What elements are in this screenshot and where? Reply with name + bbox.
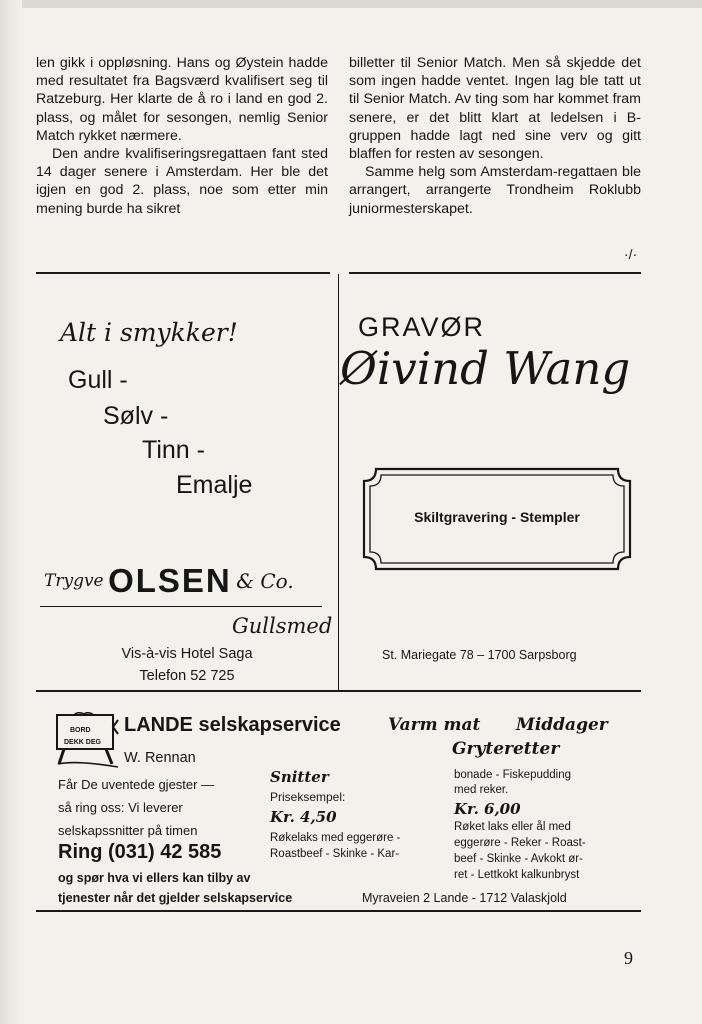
ad-lande-hot-desc: eggerøre - Reker - Roast- [454,837,586,849]
divider-left [36,272,330,274]
ad-lande-snitter-heading: Snitter [270,768,329,786]
ad-lande-hot-desc: Røket laks eller ål med [454,821,571,833]
ad-olsen-line: Sølv - [103,402,169,430]
ad-lande-pitch: selskapssnitter på timen [58,823,198,838]
article-paragraph: Samme helg som Amsterdam-regattaen ble arrangert, arrangerte Trondheim Roklubb juniormesterskapet. [349,164,641,217]
ad-wang-services: Skiltgravering - Stempler [414,509,580,525]
ad-lande-snitter-desc: Røkelaks med eggerøre - [270,832,401,844]
ad-lande-hot-heading: Middager [516,715,608,735]
ads-divider [36,690,641,692]
article-paragraph: billetter til Senior Match. Men så skjedde det som ingen hadde ventet. Ingen lag ble tatt ut til Senior Match. Av ting som har kommet fram senere, er det blitt klart at ledelsen i B-gruppen hadde lagt ned sine verv og gitt blaffen for resten av sesongen. [349,55,641,163]
article-end-mark: ·/· [624,246,638,262]
ad-wang-heading: GRAVØR [358,312,486,342]
ad-lande-hot-heading: Gryteretter [452,739,560,759]
ad-wang-name: Øivind Wang [340,342,631,395]
ad-lande-footer: tjenester når det gjelder selskapservice [58,891,293,905]
ad-olsen-line: Emalje [176,471,253,499]
ad-lande-logo-text: BORD [70,727,91,734]
ad-lande-owner: W. Rennan [124,750,196,766]
ad-olsen-company: & Co. [236,569,294,593]
ad-lande-address: Myraveien 2 Lande - 1712 Valaskjold [362,891,567,905]
divider-right [349,272,641,274]
ad-lande-hot-desc: bonade - Fiskepudding [454,769,571,781]
ad-lande-phone: Ring (031) 42 585 [58,841,222,863]
ad-lande-hot-desc: beef - Skinke - Avkokt ør- [454,853,583,865]
ads-vertical-divider [338,274,339,690]
ad-olsen-headline: Alt i smykker! [60,318,238,347]
page-number: 9 [624,948,633,968]
ad-lande-logo-text: DEKK DEG [64,739,101,746]
ad-lande-pitch: Får De uventede gjester — [58,777,215,792]
article-column-right [349,54,641,218]
ad-lande-snitter-desc: Roastbeef - Skinke - Kar- [270,848,400,860]
ad-olsen-first-name: Trygve [44,571,104,591]
ad-olsen-phone: Telefon 52 725 [139,668,235,684]
page-top-edge [0,0,702,8]
ad-lande-pitch: så ring oss: Vi leverer [58,800,183,815]
article-paragraph: len gikk i oppløsning. Hans og Øystein hadde med resultatet fra Bagsværd kvalifisert seg til Ratzeburg. Her klarte de å ro i land en god 2. plass, og målet for sesongen, nemlig Senior Match rykket nærmere. [36,55,328,144]
ad-lande-hot-desc: ret - Lettkokt kalkunbryst [454,869,580,881]
ad-olsen-name: OLSEN [108,562,232,599]
ad-olsen-rule [40,606,322,607]
page-binding-edge [0,0,22,1024]
ad-lande-hot-desc: med reker. [454,784,509,796]
ad-lande-price: Kr. 6,00 [454,800,521,818]
ad-olsen-line: Tinn - [142,436,205,464]
ad-olsen-address: Vis-à-vis Hotel Saga [121,646,253,662]
ad-lande-footer: og spør hva vi ellers kan tilby av [58,871,251,885]
ad-lande-bottom-rule [36,910,641,912]
ad-lande-title: LANDE selskapservice [124,714,341,736]
ad-olsen-logo [44,562,294,600]
ad-lande-price-label: Priseksempel: [270,790,346,804]
ad-wang-address: St. Mariegate 78 – 1700 Sarpsborg [382,648,577,662]
ad-lande-price: Kr. 4,50 [270,808,337,826]
ad-olsen-line: Gull - [68,366,128,394]
article-column-left [36,54,328,218]
ad-lande-hot-heading: Varm mat [388,715,481,735]
ad-olsen-trade: Gullsmed [232,614,333,638]
article-paragraph: Den andre kvalifiseringsregattaen fant sted 14 dager senere i Amsterdam. Her ble det igjen en god 2. plass, noe som etter min mening burde ha sikret [36,146,328,217]
